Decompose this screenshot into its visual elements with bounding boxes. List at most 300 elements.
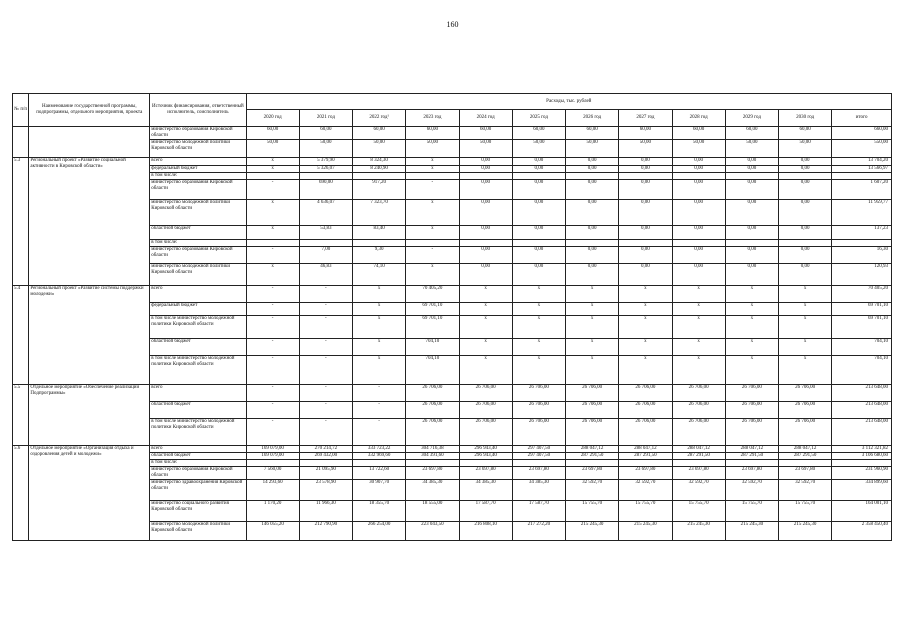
value-cell: 26 706,00 [725, 419, 778, 446]
table-body [13, 127, 892, 541]
value-cell: 26 706,00 [725, 385, 778, 402]
value-cell: - [299, 419, 352, 446]
header-col-no: № п/п [13, 94, 29, 127]
value-cell: 60,00 [246, 127, 299, 140]
value-cell: x [619, 286, 672, 303]
value-cell: 15 755,70 [672, 501, 725, 522]
funding-source: областной бюджет [150, 453, 246, 460]
funding-source: министерство социального развития Кировской области [150, 501, 246, 522]
funding-source: министерство образования Кировской области [150, 247, 246, 264]
value-cell: x [672, 316, 725, 339]
value-cell: 50,00 [619, 140, 672, 158]
value-cell: x [459, 356, 512, 385]
value-cell: 60,00 [353, 127, 406, 140]
value-cell: 17 587,70 [459, 501, 512, 522]
total-cell: 334 899,60 [832, 480, 892, 501]
value-cell [246, 173, 299, 180]
total-cell: 11 959,77 [832, 200, 892, 226]
value-cell: 0,00 [459, 200, 512, 226]
funding-source: всего [150, 158, 246, 166]
total-cell: 70 405,20 [832, 286, 892, 303]
value-cell: 60,00 [779, 127, 832, 140]
value-cell: 169 079,00 [246, 453, 299, 460]
value-cell: 60,00 [672, 127, 725, 140]
value-cell: 0,00 [779, 264, 832, 286]
value-cell: x [672, 286, 725, 303]
value-cell: 26 706,00 [619, 385, 672, 402]
value-cell: - [353, 385, 406, 402]
funding-source: министерство образования Кировской области [150, 127, 246, 140]
value-cell: 26 706,00 [672, 419, 725, 446]
value-cell: x [512, 303, 565, 316]
table-header [13, 94, 892, 127]
value-cell: x [779, 316, 832, 339]
value-cell: 304 716,38 [406, 446, 459, 453]
total-cell: 69 701,10 [832, 303, 892, 316]
value-cell [779, 240, 832, 247]
value-cell: - [246, 316, 299, 339]
value-cell: 60,00 [406, 127, 459, 140]
header-year: 2020 год [246, 110, 299, 127]
value-cell: 287 291,50 [725, 453, 778, 460]
value-cell: 0,00 [512, 200, 565, 226]
value-cell: x [406, 200, 459, 226]
value-cell: 270 214,72 [299, 446, 352, 453]
value-cell: 0,00 [619, 264, 672, 286]
value-cell [725, 240, 778, 247]
value-cell: 0,00 [566, 158, 619, 166]
program-name: Отдельное мероприятие «Организация отдыха и оздоровления детей и молодежи» [29, 446, 150, 541]
value-cell: 0,00 [566, 226, 619, 240]
value-cell: 23 697,80 [779, 467, 832, 480]
header-year: 2027 год [619, 110, 672, 127]
value-cell: - [299, 356, 352, 385]
value-cell [566, 240, 619, 247]
value-cell: 34 385,30 [459, 480, 512, 501]
total-cell: 3 112 321,82 [832, 446, 892, 453]
value-cell [566, 173, 619, 180]
value-cell: 26 706,00 [406, 402, 459, 419]
value-cell: 0,00 [672, 166, 725, 173]
value-cell: 26 706,00 [619, 419, 672, 446]
value-cell: 26 706,00 [619, 402, 672, 419]
value-cell: 0,00 [619, 200, 672, 226]
value-cell: - [299, 316, 352, 339]
header-year: 2022 год¹ [353, 110, 406, 127]
value-cell [246, 240, 299, 247]
value-cell: x [672, 339, 725, 356]
program-name: Региональный проект «Развитие системы поддержки молодежи» [29, 286, 150, 385]
value-cell: 50,00 [779, 140, 832, 158]
value-cell: - [353, 419, 406, 446]
value-cell: 26 706,00 [566, 385, 619, 402]
value-cell: x [459, 316, 512, 339]
value-cell: 26 706,00 [512, 419, 565, 446]
value-cell: 50,00 [353, 140, 406, 158]
value-cell: 0,00 [725, 166, 778, 173]
value-cell: x [353, 316, 406, 339]
value-cell: 26 706,00 [566, 402, 619, 419]
total-cell: 704,10 [832, 356, 892, 385]
value-cell: x [619, 316, 672, 339]
value-cell: x [246, 226, 299, 240]
value-cell: 32 592,70 [672, 480, 725, 501]
value-cell: x [246, 264, 299, 286]
value-cell: 0,00 [779, 247, 832, 264]
value-cell: 917,20 [353, 180, 406, 200]
value-cell: 23 697,80 [619, 467, 672, 480]
value-cell: 215 245,30 [566, 522, 619, 541]
value-cell: 50,00 [299, 140, 352, 158]
value-cell: 146 055,20 [246, 522, 299, 541]
program-name [29, 127, 150, 158]
value-cell: 0,00 [725, 226, 778, 240]
value-cell: 288 047,12 [619, 446, 672, 453]
value-cell: x [512, 316, 565, 339]
total-cell: 13 704,20 [832, 158, 892, 166]
value-cell [779, 173, 832, 180]
value-cell: 4 636,07 [299, 200, 352, 226]
header-col-expenses: Расходы, тыс. рублей [246, 94, 891, 110]
value-cell: 0,00 [512, 226, 565, 240]
value-cell: 223 043,50 [406, 522, 459, 541]
value-cell: x [459, 286, 512, 303]
value-cell: 26 706,00 [779, 385, 832, 402]
row-number: 5.3 [13, 158, 29, 286]
value-cell: 74,10 [353, 264, 406, 286]
value-cell [672, 173, 725, 180]
value-cell: 15 755,70 [566, 501, 619, 522]
value-cell: 34 385,30 [512, 480, 565, 501]
value-cell: - [299, 385, 352, 402]
total-cell: 213 648,00 [832, 402, 892, 419]
value-cell: 7 560,00 [246, 467, 299, 480]
funding-source: всего [150, 446, 246, 453]
value-cell [725, 173, 778, 180]
value-cell: 266 254,00 [353, 522, 406, 541]
funding-source: в том числе: [150, 240, 246, 247]
value-cell [566, 460, 619, 467]
value-cell [246, 460, 299, 467]
value-cell [353, 240, 406, 247]
value-cell: 0,00 [566, 180, 619, 200]
value-cell: 26 706,00 [672, 402, 725, 419]
value-cell: x [619, 303, 672, 316]
value-cell: 0,00 [459, 166, 512, 173]
value-cell: 0,00 [566, 200, 619, 226]
value-cell: 304 391,60 [406, 453, 459, 460]
value-cell: 0,00 [779, 180, 832, 200]
total-cell: 1 607,20 [832, 180, 892, 200]
value-cell: 0,00 [566, 166, 619, 173]
value-cell: x [779, 286, 832, 303]
value-cell: 15 755,70 [619, 501, 672, 522]
value-cell: 0,00 [566, 247, 619, 264]
value-cell: 53,83 [299, 226, 352, 240]
value-cell: - [299, 286, 352, 303]
value-cell: 169 079,00 [246, 446, 299, 453]
value-cell: 26 706,00 [779, 419, 832, 446]
value-cell [512, 240, 565, 247]
value-cell: 5 379,90 [299, 158, 352, 166]
total-cell [832, 240, 892, 247]
value-cell: x [725, 286, 778, 303]
value-cell: 30 907,70 [353, 480, 406, 501]
value-cell: 287 291,50 [672, 453, 725, 460]
total-cell: 3 106 680,60 [832, 453, 892, 460]
value-cell: x [512, 339, 565, 356]
value-cell: 32 592,70 [566, 480, 619, 501]
value-cell: 288 047,12 [672, 446, 725, 453]
value-cell [725, 460, 778, 467]
value-cell: 50,00 [459, 140, 512, 158]
row-number [13, 127, 29, 158]
header-year: 2029 год [725, 110, 778, 127]
value-cell: x [512, 356, 565, 385]
funding-source: всего [150, 286, 246, 303]
value-cell [512, 173, 565, 180]
value-cell: 26 706,00 [459, 385, 512, 402]
value-cell: 0,00 [512, 166, 565, 173]
header-year: итого [832, 110, 892, 127]
value-cell: 8 324,30 [353, 158, 406, 166]
value-cell: x [779, 339, 832, 356]
total-cell: 69 701,10 [832, 316, 892, 339]
value-cell: 50,00 [246, 140, 299, 158]
value-cell: x [566, 356, 619, 385]
value-cell: 46,83 [299, 264, 352, 286]
budget-table [12, 93, 892, 541]
value-cell: 23 697,80 [725, 467, 778, 480]
program-name: Региональный проект «Развитие социальной активности в Кировской области» [29, 158, 150, 286]
value-cell: x [406, 158, 459, 166]
value-cell: 0,00 [512, 180, 565, 200]
value-cell: 288 047,12 [566, 446, 619, 453]
funding-source: федеральный бюджет [150, 166, 246, 173]
value-cell: 26 706,00 [459, 402, 512, 419]
value-cell: 15 755,70 [725, 501, 778, 522]
funding-source: всего [150, 385, 246, 402]
value-cell: 13 722,60 [353, 467, 406, 480]
value-cell: 23 697,80 [512, 467, 565, 480]
header-year: 2024 год [459, 110, 512, 127]
value-cell: x [619, 356, 672, 385]
value-cell: 50,00 [725, 140, 778, 158]
value-cell: 0,00 [779, 200, 832, 226]
value-cell: 26 706,00 [406, 419, 459, 446]
funding-source: министерство молодежной политики Кировской области [150, 522, 246, 541]
value-cell [406, 173, 459, 180]
value-cell: - [246, 402, 299, 419]
funding-source: министерство образования Кировской области [150, 467, 246, 480]
value-cell: 9,30 [353, 247, 406, 264]
value-cell: 60,00 [512, 127, 565, 140]
value-cell: x [512, 286, 565, 303]
value-cell: 0,00 [725, 200, 778, 226]
value-cell: x [353, 339, 406, 356]
value-cell: 287 291,50 [566, 453, 619, 460]
value-cell: x [406, 226, 459, 240]
value-cell: 69 701,10 [406, 316, 459, 339]
funding-source: областной бюджет [150, 402, 246, 419]
value-cell: 0,00 [459, 264, 512, 286]
value-cell: 32 592,70 [619, 480, 672, 501]
value-cell: 18 555,00 [406, 501, 459, 522]
value-cell [619, 240, 672, 247]
value-cell [299, 240, 352, 247]
table-row [13, 385, 892, 402]
value-cell: 215 245,30 [779, 522, 832, 541]
value-cell: 0,00 [459, 180, 512, 200]
value-cell: 1 170,20 [246, 501, 299, 522]
value-cell: 0,00 [725, 264, 778, 286]
funding-source: в том числе министерство молодежной политики Кировской области [150, 316, 246, 339]
value-cell: 217 272,20 [512, 522, 565, 541]
value-cell: - [246, 247, 299, 264]
value-cell: 26 706,00 [566, 419, 619, 446]
value-cell: 26 706,00 [512, 385, 565, 402]
value-cell: - [299, 303, 352, 316]
value-cell: 0,00 [619, 166, 672, 173]
value-cell [672, 460, 725, 467]
value-cell: - [299, 339, 352, 356]
value-cell: 0,00 [779, 226, 832, 240]
value-cell: 0,00 [725, 158, 778, 166]
value-cell: 5 326,07 [299, 166, 352, 173]
value-cell: 0,00 [512, 247, 565, 264]
value-cell: 50,00 [672, 140, 725, 158]
value-cell: 690,00 [299, 180, 352, 200]
value-cell: - [299, 402, 352, 419]
value-cell: x [779, 356, 832, 385]
value-cell: 60,00 [566, 127, 619, 140]
header-year: 2023 год [406, 110, 459, 127]
value-cell: 269 432,00 [299, 453, 352, 460]
page-number: 160 [446, 20, 459, 29]
value-cell: x [725, 356, 778, 385]
value-cell: - [406, 247, 459, 264]
funding-source: министерство молодежной политики Кировской области [150, 140, 246, 158]
total-cell [832, 173, 892, 180]
value-cell: 0,00 [512, 158, 565, 166]
value-cell: 26 706,00 [672, 385, 725, 402]
value-cell: 26 706,00 [406, 385, 459, 402]
value-cell: 0,00 [459, 226, 512, 240]
value-cell: 297 407,50 [512, 446, 565, 453]
total-cell [832, 460, 892, 467]
value-cell [353, 460, 406, 467]
value-cell: 333 723,22 [353, 446, 406, 453]
value-cell: 0,00 [672, 247, 725, 264]
value-cell: 0,00 [725, 247, 778, 264]
value-cell: 0,00 [619, 226, 672, 240]
header-year: 2028 год [672, 110, 725, 127]
value-cell: x [779, 303, 832, 316]
value-cell: 0,00 [672, 264, 725, 286]
value-cell: x [566, 316, 619, 339]
value-cell: x [406, 166, 459, 173]
value-cell [459, 240, 512, 247]
header-col-source: Источник финансирования, ответственный исполнитель, соисполнитель [150, 94, 246, 127]
value-cell [779, 460, 832, 467]
value-cell: 0,00 [779, 166, 832, 173]
value-cell: 60,00 [459, 127, 512, 140]
row-number: 5.6 [13, 446, 29, 541]
total-cell: 16,30 [832, 247, 892, 264]
value-cell: 8 240,90 [353, 166, 406, 173]
value-cell: 23 697,80 [406, 467, 459, 480]
value-cell: 21 095,90 [299, 467, 352, 480]
value-cell: 18 355,70 [353, 501, 406, 522]
value-cell: 50,00 [406, 140, 459, 158]
value-cell: 14 293,60 [246, 480, 299, 501]
value-cell: x [353, 286, 406, 303]
value-cell: 215 245,30 [619, 522, 672, 541]
value-cell: 26 706,00 [459, 419, 512, 446]
value-cell: 26 706,00 [725, 402, 778, 419]
value-cell [353, 173, 406, 180]
value-cell: 32 592,70 [779, 480, 832, 501]
value-cell: 7,00 [299, 247, 352, 264]
value-cell [619, 173, 672, 180]
header-year: 2025 год [512, 110, 565, 127]
value-cell [406, 460, 459, 467]
value-cell: - [246, 385, 299, 402]
value-cell [406, 240, 459, 247]
table-row [13, 127, 892, 140]
value-cell: 23 697,80 [566, 467, 619, 480]
value-cell: 0,00 [672, 158, 725, 166]
funding-source: федеральный бюджет [150, 303, 246, 316]
total-cell: 164 001,10 [832, 501, 892, 522]
total-cell: 660,00 [832, 127, 892, 140]
table-row [13, 446, 892, 453]
value-cell: 50,00 [566, 140, 619, 158]
value-cell: 26 706,00 [512, 402, 565, 419]
value-cell: 0,00 [566, 264, 619, 286]
funding-source: в том числе министерство молодежной политики Кировской области [150, 356, 246, 385]
value-cell: 216 808,10 [459, 522, 512, 541]
total-cell: 2 358 450,40 [832, 522, 892, 541]
total-cell: 120,93 [832, 264, 892, 286]
value-cell: 23 578,90 [299, 480, 352, 501]
header-year: 2021 год [299, 110, 352, 127]
table-row [13, 158, 892, 166]
value-cell: - [246, 419, 299, 446]
value-cell: 15 755,70 [779, 501, 832, 522]
row-number: 5.5 [13, 385, 29, 446]
header-year: 2030 год [779, 110, 832, 127]
value-cell: x [566, 339, 619, 356]
value-cell: 287 291,50 [619, 453, 672, 460]
funding-source: министерство здравоохранения Кировской области [150, 480, 246, 501]
value-cell: x [353, 303, 406, 316]
value-cell: x [566, 303, 619, 316]
value-cell: 23 697,80 [459, 467, 512, 480]
value-cell: x [672, 356, 725, 385]
total-cell: 13 566,97 [832, 166, 892, 173]
value-cell: 704,10 [406, 339, 459, 356]
funding-source: в том числе: [150, 173, 246, 180]
value-cell: x [459, 339, 512, 356]
value-cell: x [246, 158, 299, 166]
value-cell [619, 460, 672, 467]
row-number: 5.4 [13, 286, 29, 385]
total-cell: 213 648,00 [832, 419, 892, 446]
value-cell: 0,00 [619, 247, 672, 264]
funding-source: в том числе: [150, 460, 246, 467]
value-cell: - [353, 402, 406, 419]
